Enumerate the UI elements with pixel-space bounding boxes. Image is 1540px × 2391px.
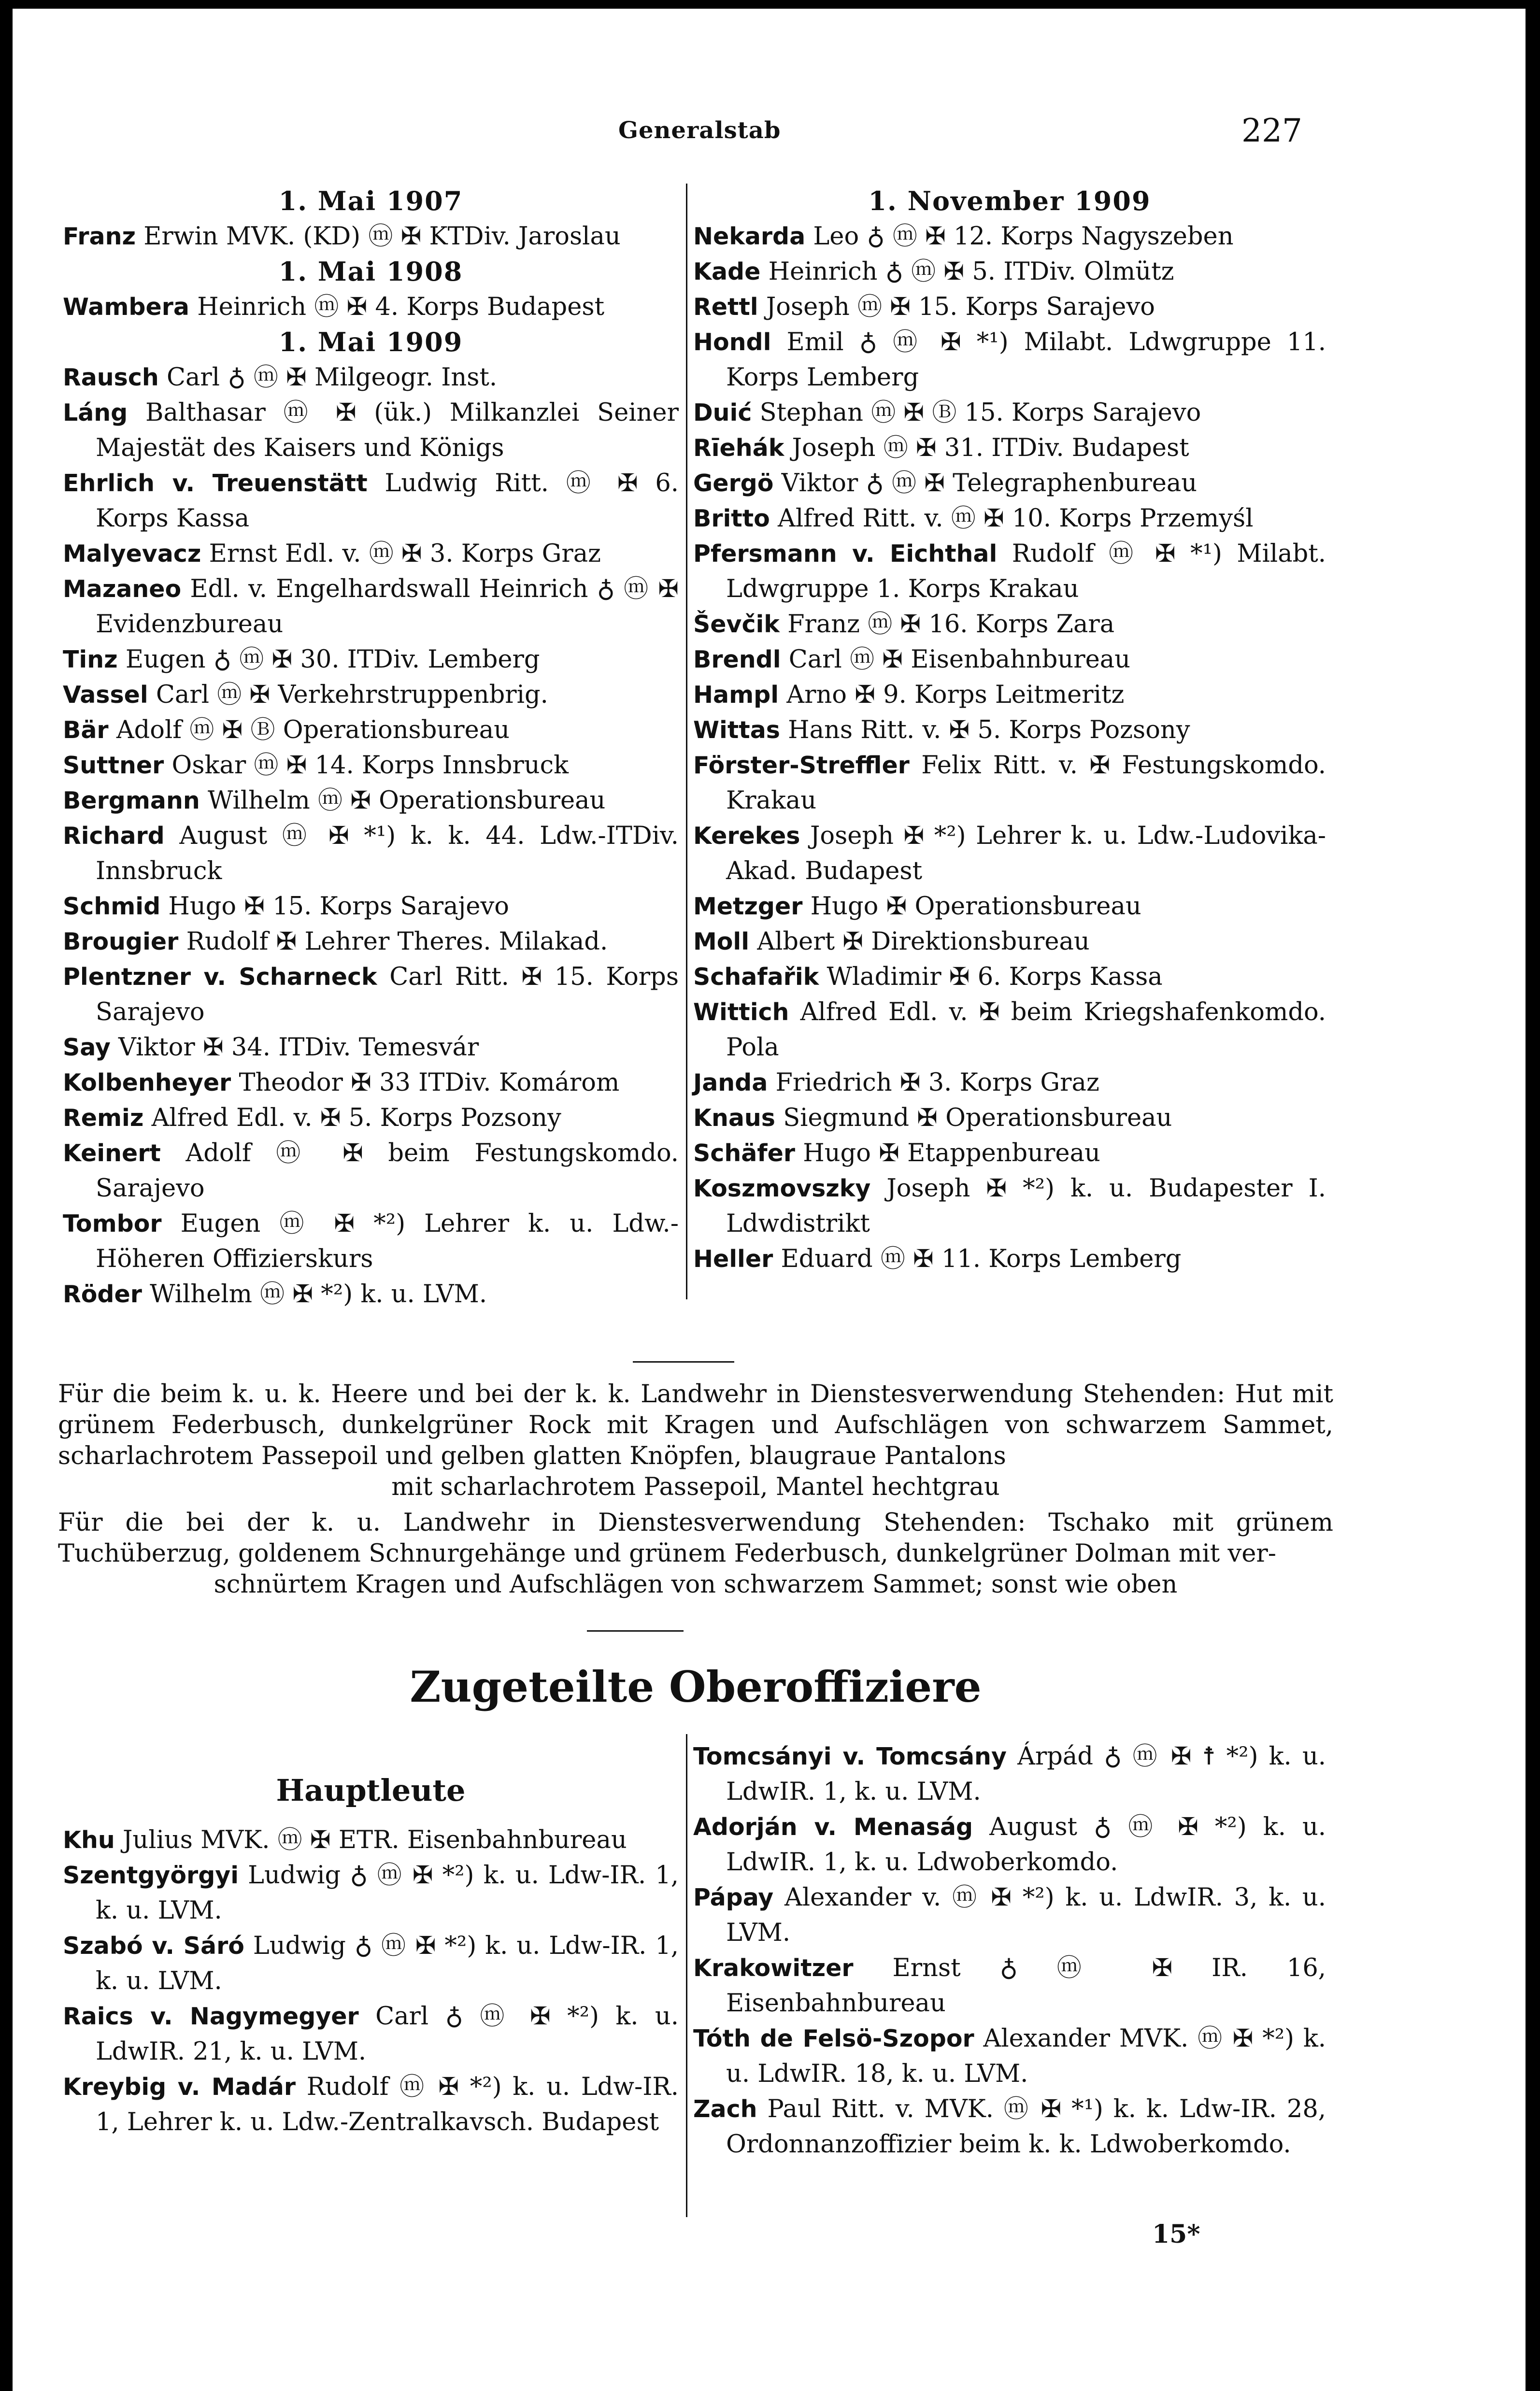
entry-details: Hugo ✠ Operationsbureau	[810, 892, 1141, 921]
entry-details: Viktor ✠ 34. ITDiv. Temesvár	[118, 1033, 479, 1062]
note-2-last-line: schnürtem Kragen und Aufschlägen von schwarzem Sammet; sonst wie oben	[214, 1570, 1178, 1599]
entry-details: Edl. v. Engelhardswall Heinrich ♁ ⓜ ✠ Evidenzbureau	[96, 575, 679, 639]
entry-details: Joseph ✠ *²) Lehrer k. u. Ldw.-Ludovika-Akad. Budapest	[726, 822, 1326, 885]
entry-details: Adolf ⓜ ✠ Ⓑ Operationsbureau	[116, 716, 510, 744]
column-divider-top	[686, 184, 687, 1299]
entry-details: Julius MVK. ⓜ ✠ ETR. Eisenbahnbureau	[122, 1826, 627, 1854]
roster-entry	[693, 2092, 1326, 2162]
roster-entry	[63, 642, 679, 677]
roster-entry	[693, 395, 1326, 430]
note-1-text: Für die beim k. u. k. Heere und bei der k. k. Landwehr in Dienstesverwendung Stehenden: Hut mit grünem Federbusch, dunkelgrüner Rock mit Kragen und Aufschlägen von schwarzem Sammet, scharlachrotem Passepoil und gelben glatten Knöpfen, blaugraue Pantalons	[58, 1380, 1333, 1470]
running-head	[58, 112, 1488, 156]
officer-surname: Hondl	[693, 328, 771, 356]
entry-details: Carl ♁ ⓜ ✠ Milgeogr. Inst.	[167, 363, 498, 392]
officer-surname: Wambera	[63, 293, 189, 321]
officer-surname: Nekarda	[693, 223, 806, 250]
entry-details: Hugo ✠ 15. Korps Sarajevo	[168, 892, 510, 921]
section-separator	[587, 1630, 684, 1632]
officer-surname: Wittas	[693, 716, 780, 744]
date-heading: 1. Mai 1908	[278, 256, 463, 287]
officer-surname: Ševčik	[693, 611, 780, 638]
entry-details: Rudolf ✠ Lehrer Theres. Milakad.	[186, 927, 608, 956]
officer-surname: Rīehák	[693, 434, 784, 462]
roster-entry	[63, 1277, 679, 1312]
roster-entry	[63, 889, 679, 924]
entry-details: Joseph ⓜ ✠ 31. ITDiv. Budapest	[792, 434, 1189, 462]
running-head-title: Generalstab	[618, 117, 781, 144]
officer-surname: Förster-Streffler	[693, 752, 910, 779]
entry-details: Emil ♁ ⓜ ✠ *¹) Milabt. Ldwgruppe 11. Korps Lemberg	[726, 328, 1326, 392]
entry-details: Carl Ritt. ✠ 15. Korps Sarajevo	[96, 963, 679, 1026]
roster-entry	[63, 677, 679, 712]
entry-details: Ludwig Ritt. ⓜ ✠ 6. Korps Kassa	[96, 469, 679, 533]
officer-surname: Pfersmann v. Eichthal	[693, 540, 998, 568]
officer-surname: Malyevacz	[63, 540, 201, 568]
note-1-last-line: mit scharlachrotem Passepoil, Mantel hechtgrau	[391, 1473, 1000, 1501]
officer-surname: Metzger	[693, 893, 803, 920]
note-paragraph-2	[58, 1508, 1333, 1600]
officer-surname: Richard	[63, 822, 165, 850]
officer-surname: Tomcsányi v. Tomcsány	[693, 1743, 1007, 1770]
right-column-bottom	[693, 1739, 1326, 2162]
entry-details: Ernst ♁ ⓜ ✠ IR. 16, Eisenbahnbureau	[726, 1954, 1326, 2018]
officer-surname: Raics v. Nagymegyer	[63, 2003, 359, 2030]
entry-details: Alexander v. ⓜ ✠ *²) k. u. LdwIR. 3, k. u. LVM.	[726, 1883, 1326, 1947]
roster-entry	[693, 289, 1326, 325]
roster-entry	[693, 889, 1326, 924]
entry-details: Joseph ⓜ ✠ 15. Korps Sarajevo	[766, 293, 1155, 321]
entry-details: Eugen ♁ ⓜ ✠ 30. ITDiv. Lemberg	[125, 645, 540, 674]
roster-entry	[693, 924, 1326, 959]
roster-entry	[693, 501, 1326, 536]
officer-surname: Kreybig v. Madár	[63, 2073, 296, 2101]
entry-details: Alfred Edl. v. ✠ 5. Korps Pozsony	[151, 1104, 561, 1132]
left-column-top	[63, 184, 679, 1312]
date-heading: 1. Mai 1909	[278, 327, 463, 357]
signature-mark: 15*	[1152, 2220, 1200, 2249]
entry-details: Carl ⓜ ✠ Verkehrstruppenbrig.	[156, 681, 548, 709]
officer-surname: Láng	[63, 399, 128, 427]
entry-details: Alfred Edl. v. ✠ beim Kriegshafenkomdo. Pola	[726, 998, 1326, 1062]
entry-details: August ♁ ⓜ ✠ *²) k. u. LdwIR. 1, k. u. Ldwoberkomdo.	[726, 1813, 1326, 1877]
date-heading: 1. November 1909	[868, 185, 1151, 216]
document-page	[58, 0, 1488, 2391]
notes-separator	[633, 1361, 734, 1363]
officer-surname: Schäfer	[693, 1139, 796, 1167]
roster-entry	[693, 536, 1326, 607]
subheading-hauptleute: Hauptleute	[276, 1773, 466, 1808]
roster-entry	[63, 466, 679, 536]
officer-surname: Tinz	[63, 646, 118, 673]
roster-entry	[693, 677, 1326, 712]
officer-surname: Kolbenheyer	[63, 1069, 231, 1096]
entry-details: Alexander MVK. ⓜ ✠ *²) k. u. LdwIR. 18, k. u. LVM.	[726, 2024, 1326, 2088]
left-column-bottom	[63, 1739, 679, 2140]
officer-surname: Tombor	[63, 1210, 162, 1238]
column-divider-bottom	[686, 1734, 687, 2217]
roster-entry	[693, 466, 1326, 501]
roster-entry	[63, 2069, 679, 2140]
entry-details: Eugen ⓜ ✠ *²) Lehrer k. u. Ldw.-Höheren Offizierskurs	[96, 1210, 679, 1273]
officer-surname: Kade	[693, 258, 761, 285]
roster-entry	[63, 783, 679, 818]
officer-surname: Tóth de Felsö-Szopor	[693, 2025, 974, 2052]
roster-entry	[693, 1136, 1326, 1171]
roster-entry	[63, 1928, 679, 1999]
officer-surname: Adorján v. Menaság	[693, 1813, 973, 1841]
officer-surname: Gergö	[693, 470, 774, 497]
roster-entry	[63, 1999, 679, 2069]
uniform-notes	[58, 1379, 1333, 1600]
entry-details: Paul Ritt. v. MVK. ⓜ ✠ *¹) k. k. Ldw-IR. 28, Ordonnanzoffizier beim k. k. Ldwoberkomdo.	[726, 2095, 1326, 2159]
entry-details: Erwin MVK. (KD) ⓜ ✠ KTDiv. Jaroslau	[143, 222, 621, 251]
roster-entry	[693, 995, 1326, 1065]
roster-entry	[693, 1241, 1326, 1277]
entry-details: Árpád ♁ ⓜ ✠ ☨ *²) k. u. LdwIR. 1, k. u. LVM.	[726, 1742, 1326, 1806]
roster-entry	[693, 642, 1326, 677]
officer-surname: Janda	[693, 1069, 768, 1096]
entry-details: Leo ♁ ⓜ ✠ 12. Korps Nagyszeben	[813, 222, 1234, 251]
entry-details: August ⓜ ✠ *¹) k. k. 44. Ldw.-ITDiv. Innsbruck	[96, 822, 679, 885]
officer-surname: Rettl	[693, 293, 758, 321]
entry-details: Stephan ⓜ ✠ Ⓑ 15. Korps Sarajevo	[759, 398, 1201, 427]
entry-details: Heinrich ♁ ⓜ ✠ 5. ITDiv. Olmütz	[768, 257, 1174, 286]
roster-entry	[63, 1100, 679, 1136]
roster-entry	[693, 1950, 1326, 2021]
entry-details: Rudolf ⓜ ✠ *¹) Milabt. Ldwgruppe 1. Korps Krakau	[726, 540, 1326, 603]
entry-details: Siegmund ✠ Operationsbureau	[783, 1104, 1172, 1132]
roster-entry	[63, 395, 679, 466]
entry-details: Joseph ✠ *²) k. u. Budapester I. Ldwdistrikt	[726, 1174, 1326, 1238]
roster-entry	[63, 571, 679, 642]
roster-entry	[63, 748, 679, 783]
roster-entry	[693, 1809, 1326, 1880]
entry-details: Franz ⓜ ✠ 16. Korps Zara	[787, 610, 1115, 639]
roster-entry	[693, 430, 1326, 466]
officer-surname: Rausch	[63, 364, 159, 391]
entry-details: Wladimir ✠ 6. Korps Kassa	[827, 963, 1163, 991]
officer-surname: Franz	[63, 223, 136, 250]
roster-entry	[693, 712, 1326, 748]
officer-surname: Krakowitzer	[693, 1954, 854, 1982]
roster-entry	[693, 1100, 1326, 1136]
officer-surname: Bergmann	[63, 787, 200, 814]
entry-details: Carl ⓜ ✠ Eisenbahnbureau	[788, 645, 1131, 674]
roster-entry	[63, 1065, 679, 1100]
roster-entry	[63, 1206, 679, 1277]
roster-entry	[63, 959, 679, 1030]
officer-surname: Say	[63, 1034, 111, 1061]
page-number: 227	[1241, 112, 1302, 149]
officer-surname: Britto	[693, 505, 770, 532]
roster-entry	[693, 2021, 1326, 2092]
entry-details: Theodor ✠ 33 ITDiv. Komárom	[239, 1068, 620, 1097]
officer-surname: Remiz	[63, 1104, 144, 1132]
entry-details: Balthasar ⓜ ✠ (ük.) Milkanzlei Seiner Majestät des Kaisers und Königs	[96, 398, 679, 462]
entry-details: Hans Ritt. v. ✠ 5. Korps Pozsony	[788, 716, 1190, 744]
officer-surname: Kerekes	[693, 822, 800, 850]
officer-surname: Duić	[693, 399, 752, 427]
officer-surname: Brougier	[63, 928, 179, 955]
entry-details: Rudolf ⓜ ✠ *²) k. u. Ldw-IR. 1, Lehrer k. u. Ldw.-Zentralkavsch. Budapest	[96, 2073, 679, 2136]
roster-entry	[693, 818, 1326, 889]
scan-edge-left	[0, 0, 13, 2391]
officer-surname: Mazaneo	[63, 575, 182, 603]
officer-surname: Brendl	[693, 646, 781, 673]
date-heading: 1. Mai 1907	[278, 185, 463, 216]
note-2-text: Für die bei der k. u. Landwehr in Dienstesverwendung Stehenden: Tschako mit grünem Tuchüberzug, goldenem Schnurgehänge und grünem Federbusch, dunkelgrüner Dolman mit ver-	[58, 1509, 1333, 1568]
officer-surname: Szabó v. Sáró	[63, 1932, 244, 1960]
section-title: Zugeteilte Oberoffiziere	[410, 1662, 982, 1712]
entry-details: Wilhelm ⓜ ✠ Operationsbureau	[207, 786, 606, 815]
entry-details: Ludwig ♁ ⓜ ✠ *²) k. u. Ldw-IR. 1, k. u. LVM.	[96, 1932, 679, 1995]
roster-entry	[693, 959, 1326, 995]
roster-entry	[693, 1171, 1326, 1241]
note-paragraph-1	[58, 1379, 1333, 1503]
entry-details: Albert ✠ Direktionsbureau	[757, 927, 1090, 956]
officer-surname: Zach	[693, 2095, 757, 2123]
officer-surname: Knaus	[693, 1104, 775, 1132]
officer-surname: Ehrlich v. Treuenstätt	[63, 470, 368, 497]
officer-surname: Plentzner v. Scharneck	[63, 963, 377, 991]
officer-surname: Vassel	[63, 681, 148, 709]
entry-details: Oskar ⓜ ✠ 14. Korps Innsbruck	[171, 751, 569, 780]
roster-entry	[63, 924, 679, 959]
roster-entry	[63, 1030, 679, 1065]
roster-entry	[63, 1822, 679, 1858]
roster-entry	[63, 360, 679, 395]
roster-entry	[63, 1136, 679, 1206]
entry-details: Alfred Ritt. v. ⓜ ✠ 10. Korps Przemyśl	[778, 504, 1254, 533]
officer-surname: Pápay	[693, 1884, 774, 1911]
roster-entry	[693, 254, 1326, 289]
roster-entry	[63, 712, 679, 748]
officer-surname: Bär	[63, 716, 109, 744]
entry-details: Wilhelm ⓜ ✠ *²) k. u. LVM.	[150, 1280, 487, 1309]
officer-surname: Hampl	[693, 681, 779, 709]
officer-surname: Röder	[63, 1281, 142, 1308]
roster-entry	[693, 1739, 1326, 1809]
officer-surname: Suttner	[63, 752, 164, 779]
roster-entry	[63, 219, 679, 254]
entry-details: Viktor ♁ ⓜ ✠ Telegraphenbureau	[781, 469, 1198, 498]
roster-entry	[63, 536, 679, 571]
officer-surname: Keinert	[63, 1139, 161, 1167]
officer-surname: Szentgyörgyi	[63, 1862, 239, 1889]
officer-surname: Schafařik	[693, 963, 819, 991]
roster-entry	[63, 289, 679, 325]
entry-details: Hugo ✠ Etappenbureau	[803, 1139, 1100, 1167]
roster-entry	[693, 748, 1326, 818]
entry-details: Eduard ⓜ ✠ 11. Korps Lemberg	[781, 1245, 1182, 1273]
roster-entry	[693, 325, 1326, 395]
right-column-top	[693, 184, 1326, 1277]
officer-surname: Heller	[693, 1245, 773, 1273]
entry-details: Ernst Edl. v. ⓜ ✠ 3. Korps Graz	[209, 540, 601, 568]
left-bottom-entries	[63, 1822, 679, 2140]
roster-entry	[693, 1880, 1326, 1950]
roster-entry	[693, 1065, 1326, 1100]
entry-details: Arno ✠ 9. Korps Leitmeritz	[786, 681, 1125, 709]
officer-surname: Khu	[63, 1826, 115, 1854]
roster-entry	[63, 1858, 679, 1928]
roster-entry	[693, 607, 1326, 642]
officer-surname: Moll	[693, 928, 750, 955]
officer-surname: Wittich	[693, 998, 789, 1026]
entry-details: Felix Ritt. v. ✠ Festungskomdo. Krakau	[726, 751, 1326, 815]
roster-entry	[63, 818, 679, 889]
entry-details: Adolf ⓜ ✠ beim Festungskomdo. Sarajevo	[96, 1139, 679, 1203]
officer-surname: Koszmovszky	[693, 1175, 871, 1202]
roster-entry	[693, 219, 1326, 254]
entry-details: Carl ♁ ⓜ ✠ *²) k. u. LdwIR. 21, k. u. LVM.	[96, 2002, 679, 2066]
entry-details: Ludwig ♁ ⓜ ✠ *²) k. u. Ldw-IR. 1, k. u. LVM.	[96, 1861, 679, 1925]
entry-details: Heinrich ⓜ ✠ 4. Korps Budapest	[197, 293, 605, 321]
entry-details: Friedrich ✠ 3. Korps Graz	[775, 1068, 1099, 1097]
officer-surname: Schmid	[63, 893, 161, 920]
scan-edge-right	[1526, 0, 1540, 2391]
